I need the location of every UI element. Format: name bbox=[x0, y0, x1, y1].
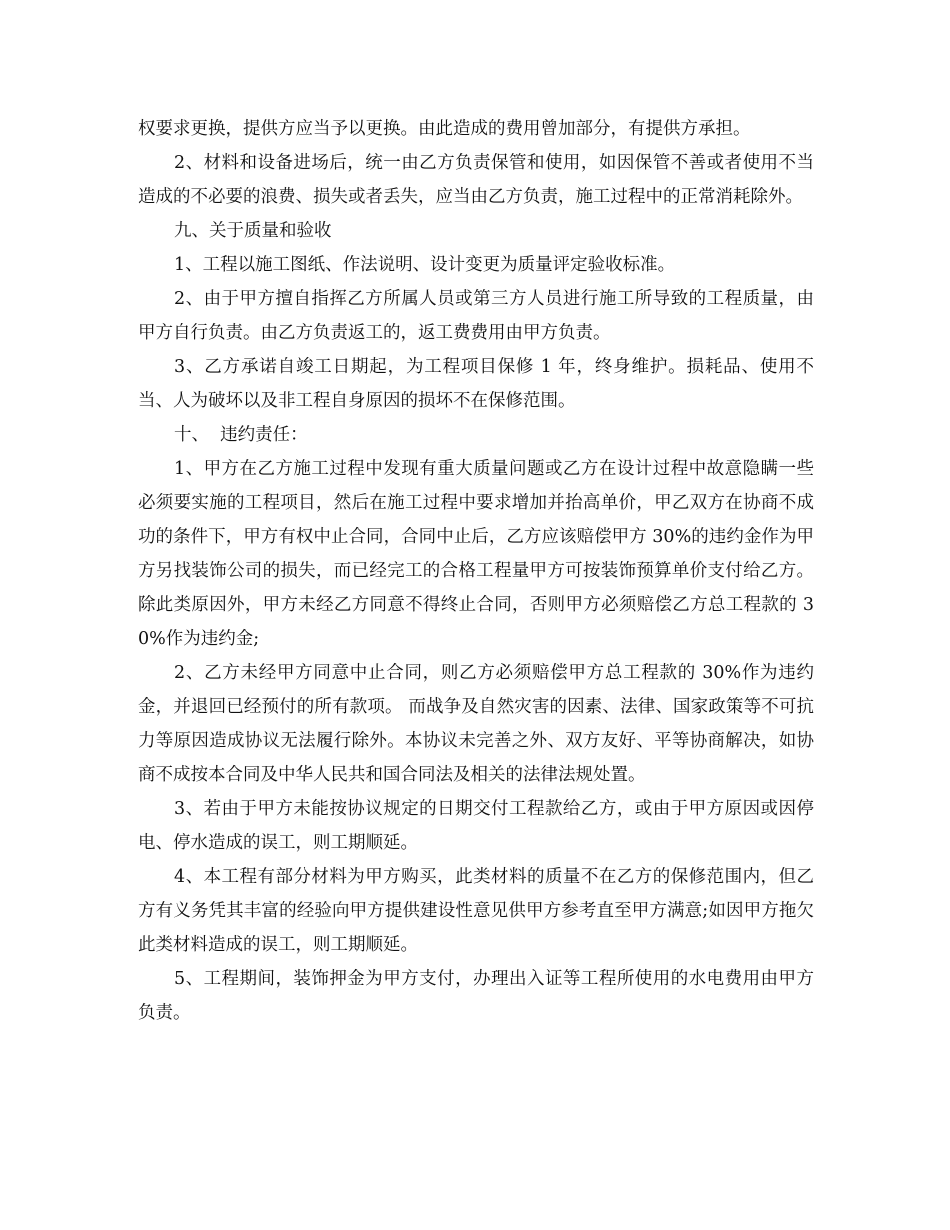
paragraph-clause-10-4: 4、本工程有部分材料为甲方购买，此类材料的质量不在乙方的保修范围内，但乙方有义务凭其丰富的经验向甲方提供建设性意见供甲方参考直至甲方满意;如因甲方拖欠此类材料造成的误工，则工期顺延。 bbox=[138, 867, 814, 955]
paragraph-clause-9-3: 3、乙方承诺自竣工日期起，为工程项目保修 1 年，终身维护。损耗品、使用不当、人为破坏以及非工程自身原因的损坏不在保修范围。 bbox=[138, 357, 814, 411]
section-heading-9: 九、关于质量和验收 bbox=[174, 221, 332, 241]
section-heading-10: 十、 违约责任： bbox=[174, 425, 308, 445]
paragraph-clause-10-5: 5、工程期间，装饰押金为甲方支付，办理出入证等工程所使用的水电费用由甲方负责。 bbox=[138, 969, 814, 1023]
paragraph-continuation: 权要求更换，提供方应当予以更换。由此造成的费用曾加部分，有提供方承担。 bbox=[138, 119, 751, 139]
paragraph-clause-8-2: 2、材料和设备进场后，统一由乙方负责保管和使用，如因保管不善或者使用不当造成的不必要的浪费、损失或者丢失，应当由乙方负责，施工过程中的正常消耗除外。 bbox=[138, 153, 814, 207]
paragraph-clause-10-3: 3、若由于甲方未能按协议规定的日期交付工程款给乙方，或由于甲方原因或因停电、停水造成的误工，则工期顺延。 bbox=[138, 799, 814, 853]
paragraph-clause-10-2: 2、乙方未经甲方同意中止合同，则乙方必须赔偿甲方总工程款的 30%作为违约金，并退回已经预付的所有款项。 而战争及自然灾害的因素、法律、国家政策等不可抗力等原因造成协议无法履行除外。本协议未完善之外、双方友好、平等协商解决，如协商不成按本合同及中华人民共和国合同法及相关的法律法规处置。 bbox=[138, 663, 814, 785]
paragraph-clause-10-1: 1、甲方在乙方施工过程中发现有重大质量问题或乙方在设计过程中故意隐瞒一些必须要实施的工程项目，然后在施工过程中要求增加并抬高单价，甲乙双方在协商不成功的条件下，甲方有权中止合同，合同中止后，乙方应该赔偿甲方 30%的违约金作为甲方另找装饰公司的损失，而已经完工的合格工程量甲方可按装饰预算单价支付给乙方。除此类原因外，甲方未经乙方同意不得终止合同，否则甲方必须赔偿乙方总工程款的 30%作为违约金; bbox=[138, 459, 814, 649]
document-page bbox=[138, 112, 814, 1030]
paragraph-clause-9-1: 1、工程以施工图纸、作法说明、设计变更为质量评定验收标准。 bbox=[174, 255, 676, 275]
paragraph-clause-9-2: 2、由于甲方擅自指挥乙方所属人员或第三方人员进行施工所导致的工程质量，由甲方自行负责。由乙方负责返工的，返工费费用由甲方负责。 bbox=[138, 289, 814, 343]
